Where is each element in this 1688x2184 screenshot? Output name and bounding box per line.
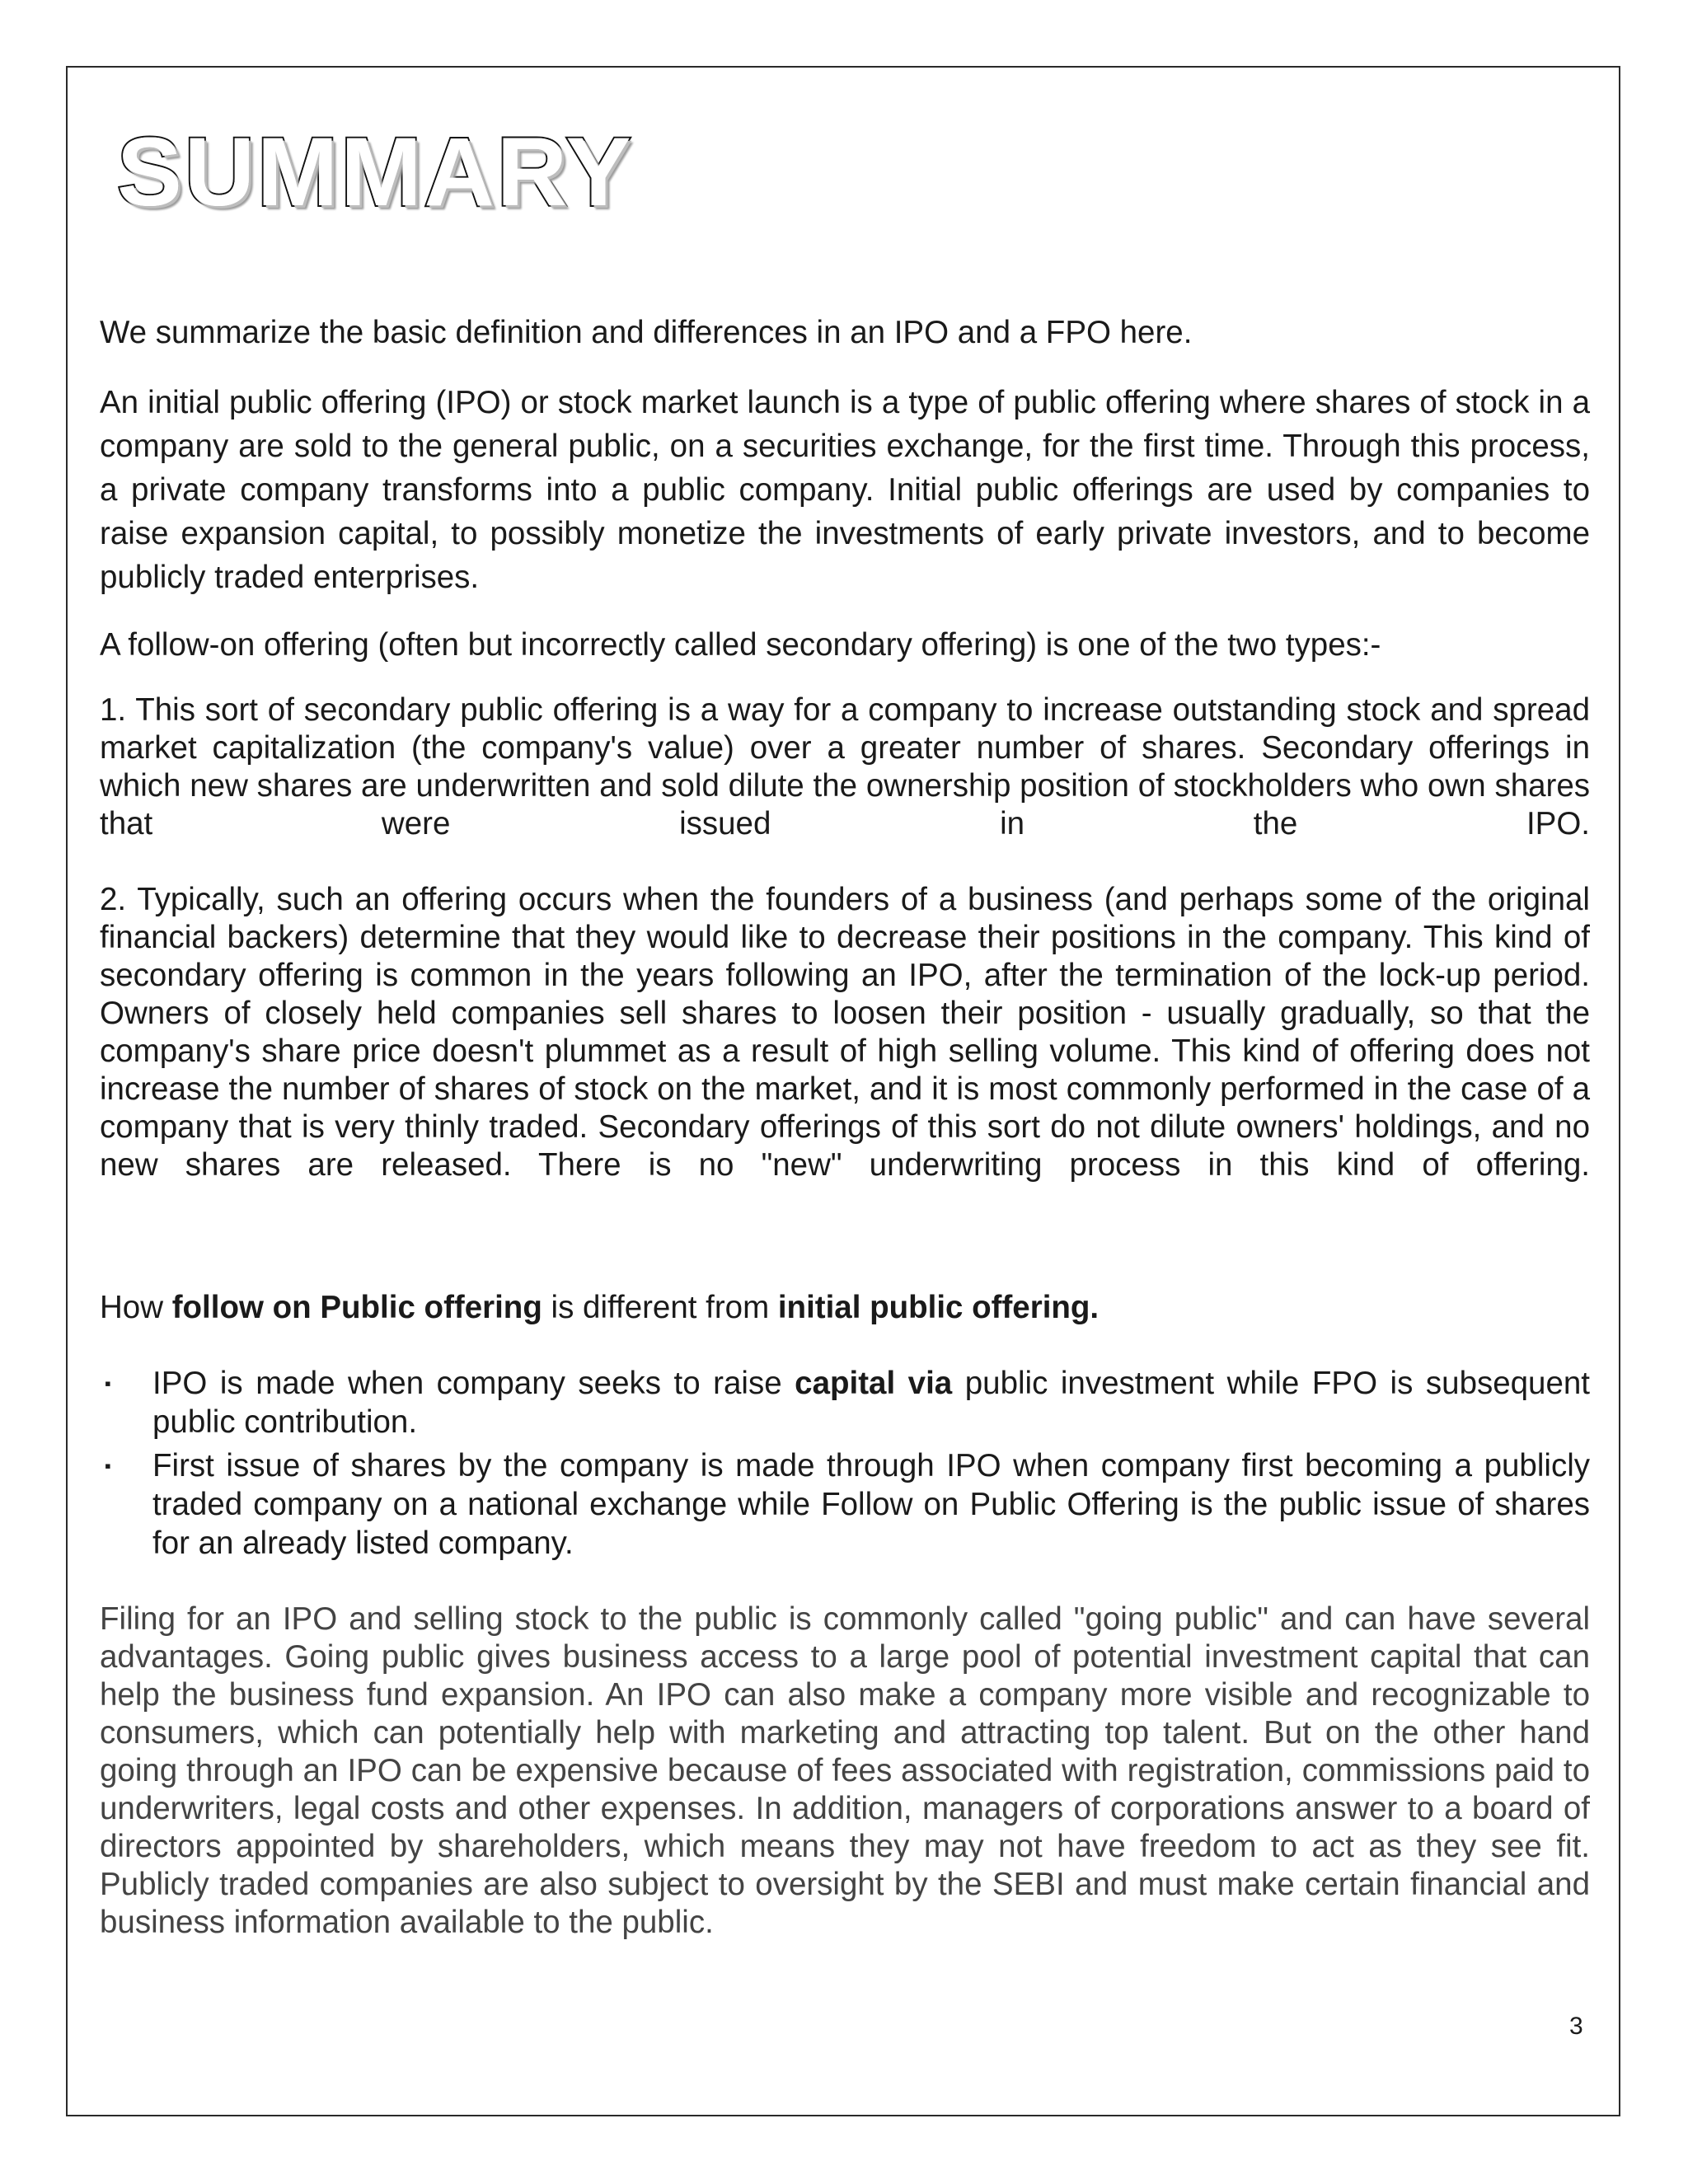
closing-paragraph: Filing for an IPO and selling stock to the public is commonly called "going public" and can have several advantages. Going public gives business access to a large pool of potential investment capital that can help the business fund expansion. An IPO can also make a company more visible and recognizable to consumers, which can potentially help with marketing and attracting top talent. But on the other hand going through an IPO can be expensive because of fees associated with registration, commissions paid to underwriters, legal costs and other expenses. In addition, managers of corporations answer to a board of directors appointed by shareholders, which means they may not have freedom to act as they see fit. Publicly traded companies are also subject to oversight by the SEBI and must make certain financial and business information available to the public. [100,1601,1590,1940]
bullet-2-text: First issue of shares by the company is made through IPO when company first becoming a publicly traded company on a national exchange while Follow on Public Offering is the public issue of shares for an already listed company. [152,1448,1590,1561]
intro-paragraph: We summarize the basic definition and differences in an IPO and a FPO here. [100,315,1193,350]
follow-on-type-2-paragraph: 2. Typically, such an offering occurs when the founders of a business (and perhaps some of the original financial backers) determine that they would like to decrease their positions in the company. This kind of secondary offering is common in the years following an IPO, after the termination of the lock-up period. Owners of closely held companies sell shares to loosen their position - usually gradually, so that the company's share price doesn't plummet as a result of high selling volume. This kind of offering does not increase the number of shares of stock on the market, and it is most commonly performed in the case of a company that is very thinly traded. Secondary offerings of this sort do not dilute owners' holdings, and no new shares are released. There is no "new" underwriting process in this kind of offering. [100,882,1590,1183]
page-title-text: SUMMARY [117,118,634,227]
bullet-1-bold: capital via [795,1366,953,1401]
bullet-1-pre: IPO is made when company seeks to raise [152,1366,795,1401]
difference-heading-ipo: initial public offering. [777,1290,1100,1325]
document-body [100,312,1590,1942]
page-number: 3 [1569,2013,1583,2040]
follow-on-intro-paragraph: A follow-on offering (often but incorrectly called secondary offering) is one of the two types:- [100,627,1381,663]
difference-heading [100,1286,1590,1329]
follow-on-type-1-paragraph: 1. This sort of secondary public offering is a way for a company to increase outstanding stock and spread market capitalization (the company's value) over a greater number of shares. Secondary offerings in which new shares are underwritten and sold dilute the ownership position of stockholders who own shares that were issued in the IPO. [100,692,1590,841]
ipo-definition-paragraph: An initial public offering (IPO) or stock market launch is a type of public offering where shares of stock in a company are sold to the general public, on a securities exchange, for the first time. Through this process, a private company transforms into a public company. Initial public offerings are used by companies to raise expansion capital, to possibly monetize the investments of early private investors, and to become publicly traded enterprises. [100,385,1590,595]
page-title [117,118,634,227]
difference-bullet-2 [100,1446,1590,1563]
difference-bullet-list [100,1364,1590,1563]
difference-heading-fpo: follow on Public offering [171,1290,542,1325]
difference-heading-pre: How [100,1290,172,1325]
bullet-mark-icon: ▪ [105,1373,111,1394]
bullet-1-post: public investment while FPO is subsequent public contribution. [152,1366,1590,1440]
difference-bullet-1 [100,1364,1590,1441]
bullet-mark-icon: ▪ [105,1455,111,1476]
difference-heading-mid: is different from [542,1290,778,1325]
